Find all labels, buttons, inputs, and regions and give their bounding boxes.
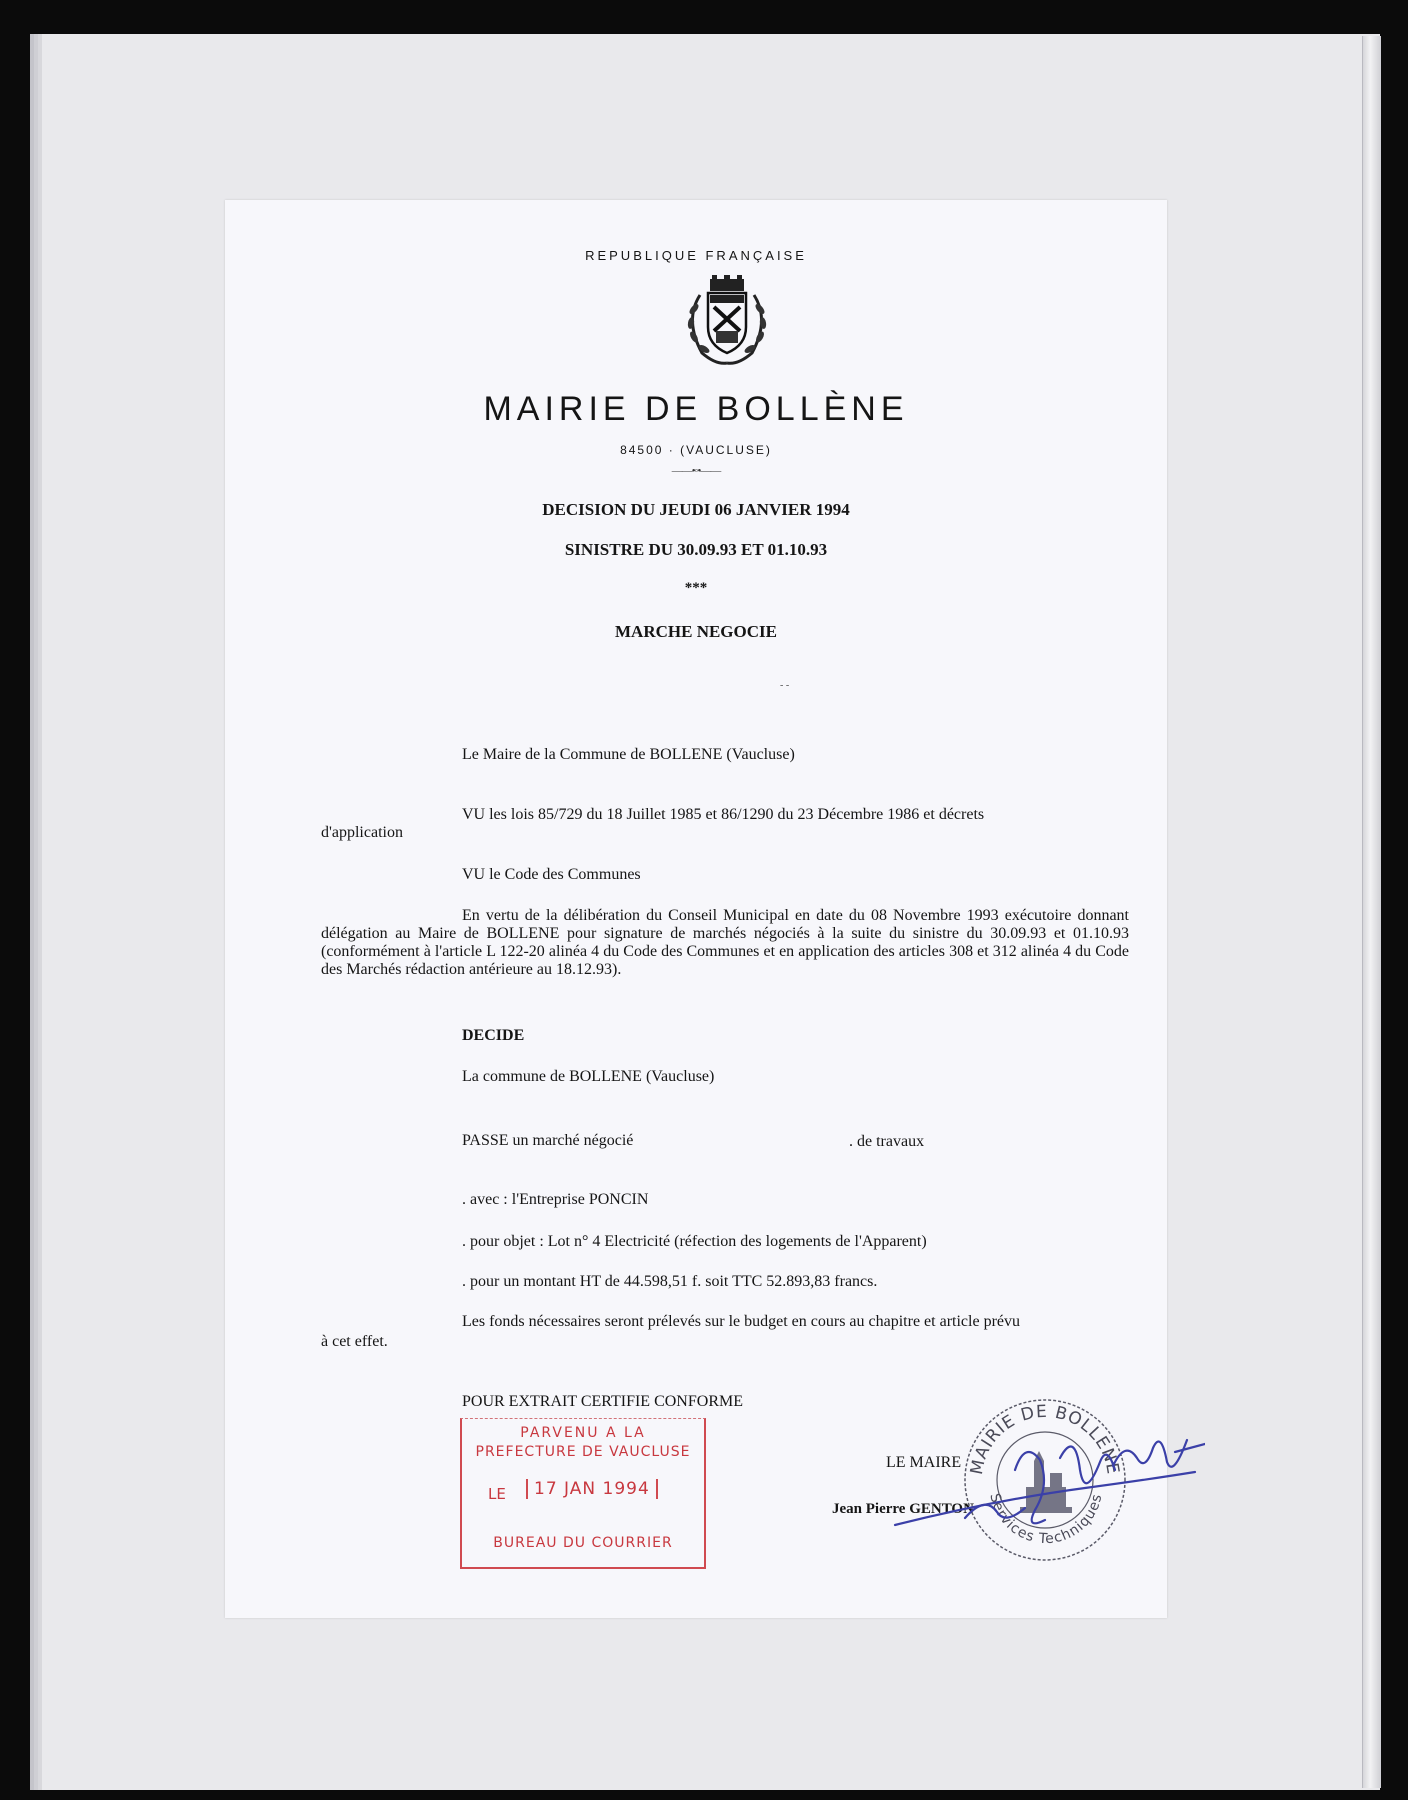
stamp-line1: PARVENU A LA: [520, 1425, 646, 1441]
stars-separator: ***: [684, 580, 708, 596]
avec-line: . avec : l'Entreprise PONCIN: [462, 1191, 649, 1208]
marche-title: MARCHE NEGOCIE: [615, 622, 777, 641]
seal-top-text: MAIRIE DE BOLLENE: [966, 1401, 1123, 1477]
republique-header: REPUBLIQUE FRANÇAISE: [585, 248, 807, 263]
address-line: 84500 · (VAUCLUSE): [620, 443, 772, 457]
le-maire-label: LE MAIRE: [886, 1454, 962, 1471]
page-edge: [1362, 36, 1381, 1788]
maire-commune-line: Le Maire de la Commune de BOLLENE (Vaucluse): [462, 746, 795, 763]
decision-title: DECISION DU JEUDI 06 JANVIER 1994: [542, 500, 850, 519]
mayor-signature: [875, 1400, 1205, 1550]
pour-extrait-line: POUR EXTRAIT CERTIFIE CONFORME: [462, 1393, 743, 1410]
stamp-date: 17 JAN 1994: [526, 1479, 658, 1499]
mairie-title: MAIRIE DE BOLLÈNE: [483, 390, 909, 428]
fonds-continuation: à cet effet.: [321, 1333, 388, 1350]
maire-name: Jean Pierre GENTON: [832, 1501, 974, 1517]
small-dash: ‐ ‐: [780, 680, 790, 691]
decide-heading: DECIDE: [462, 1027, 525, 1044]
vu-lois-continuation: d'application: [321, 824, 403, 841]
passe-line: PASSE un marché négocié: [462, 1132, 634, 1149]
en-vertu-paragraph: En vertu de la délibération du Conseil Municipal en date du 08 Novembre 1993 exécutoire donnant délégation au Maire de BOLLENE pour signature de marchés négociés à la suite du sinistre du 30.09.93 et 01.10.93 (conformément à l'article L 122-20 alinéa 4 du Code des Communes et en application des articles 308 et 312 alinéa 4 du Code des Marchés rédaction antérieure au 18.12.93).: [321, 907, 1129, 978]
seal-bottom-text: Services Techniques: [986, 1491, 1106, 1548]
vu-code-line: VU le Code des Communes: [462, 866, 641, 883]
objet-line: . pour objet : Lot n° 4 Electricité (réfection des logements de l'Apparent): [462, 1233, 927, 1250]
fonds-paragraph: Les fonds nécessaires seront prélevés sur le budget en cours au chapitre et article prévu: [462, 1313, 1020, 1330]
de-travaux-text: . de travaux: [849, 1133, 925, 1150]
prefecture-stamp: [460, 1418, 706, 1569]
coat-of-arms-icon: [680, 275, 774, 367]
stamp-line2: PREFECTURE DE VAUCLUSE: [475, 1444, 691, 1460]
sinistre-line: SINISTRE DU 30.09.93 ET 01.10.93: [564, 540, 828, 559]
stamp-le-label: LE: [488, 1485, 506, 1503]
commune-line: La commune de BOLLENE (Vaucluse): [462, 1068, 715, 1085]
montant-line: . pour un montant HT de 44.598,51 f. soit TTC 52.893,83 francs.: [462, 1273, 878, 1290]
document-sheet: [225, 200, 1167, 1618]
header-divider: ——•◦•——: [671, 465, 721, 477]
stamp-bureau: BUREAU DU COURRIER: [493, 1535, 673, 1551]
vu-lois-paragraph: VU les lois 85/729 du 18 Juillet 1985 et 86/1290 du 23 Décembre 1986 et décrets: [462, 806, 985, 823]
